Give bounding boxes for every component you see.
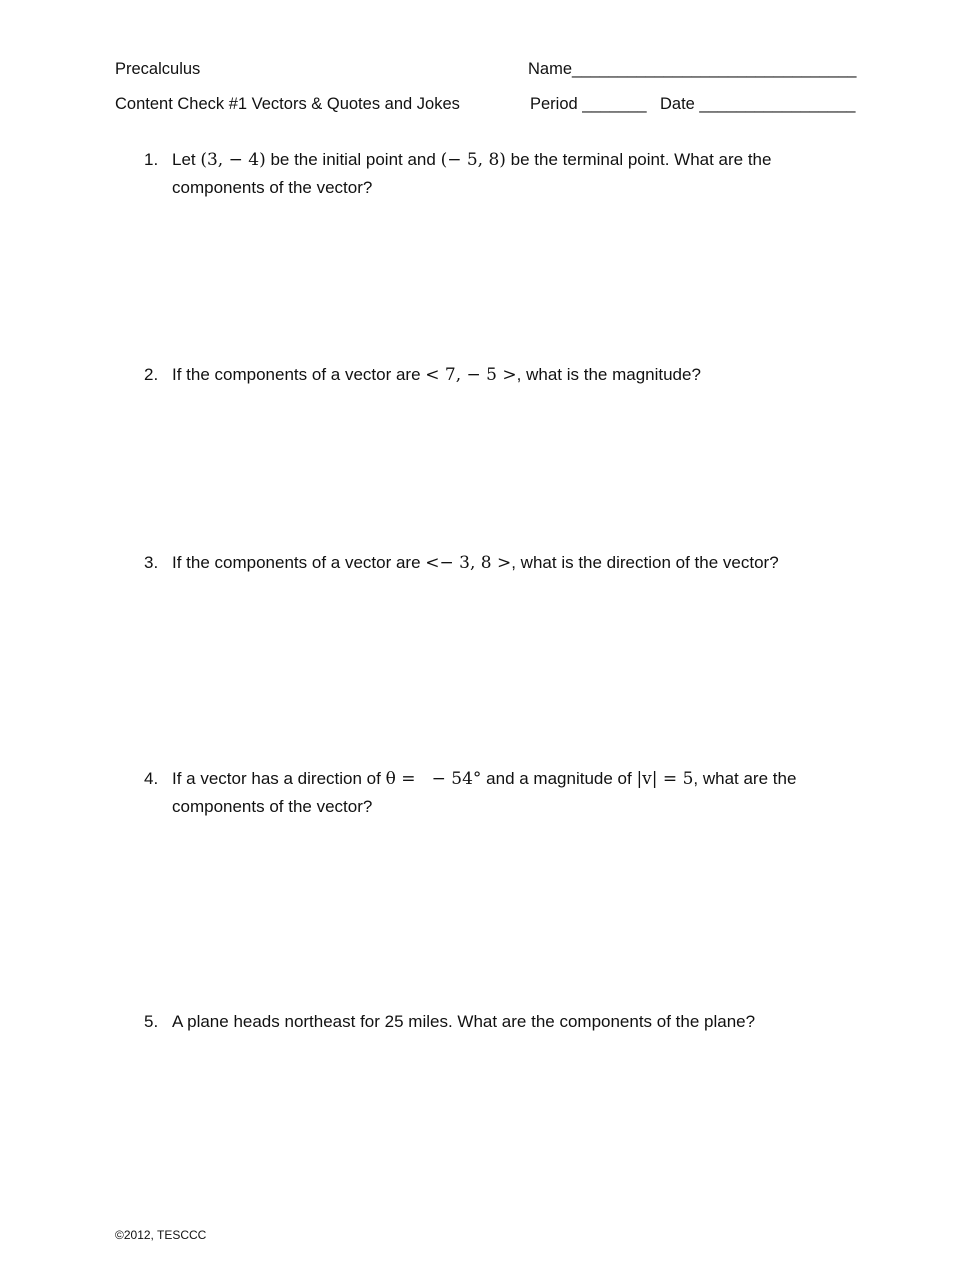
name-field: Name_______________________________ [528,60,857,78]
course-name: Precalculus [115,60,201,78]
math-expression: (− 5, 8) [440,150,506,170]
worksheet-title: Content Check #1 Vectors & Quotes and Jokes [115,95,460,113]
question-number: 5. [144,1012,159,1031]
question-text: If the components of a vector are <− 3, 8 >, what is the direction of the vector? [172,553,779,573]
question-number: 3. [144,553,159,572]
period-field: Period _______ [530,95,647,113]
question-text: Let (3, − 4) be the initial point and (− 5, 8) be the terminal point. What are the components of the vector? [172,150,772,197]
question-number: 1. [144,150,159,169]
question-text: If the components of a vector are < 7, − 5 >, what is the magnitude? [172,365,701,385]
question-number: 2. [144,365,159,384]
math-expression: θ = − 54° [385,769,482,789]
math-expression: < 7, − 5 > [425,365,517,385]
question-number: 4. [144,769,159,788]
math-expression: |v| = 5 [636,769,694,789]
math-expression: <− 3, 8 > [425,553,512,573]
date-field: Date _________________ [660,95,856,113]
copyright-footer: ©2012, TESCCC [115,1228,207,1242]
question-text: A plane heads northeast for 25 miles. What are the components of the plane? [172,1012,756,1031]
question-text: If a vector has a direction of θ = − 54° and a magnitude of |v| = 5, what are the components of the vector? [172,769,797,816]
math-expression: (3, − 4) [200,150,266,170]
